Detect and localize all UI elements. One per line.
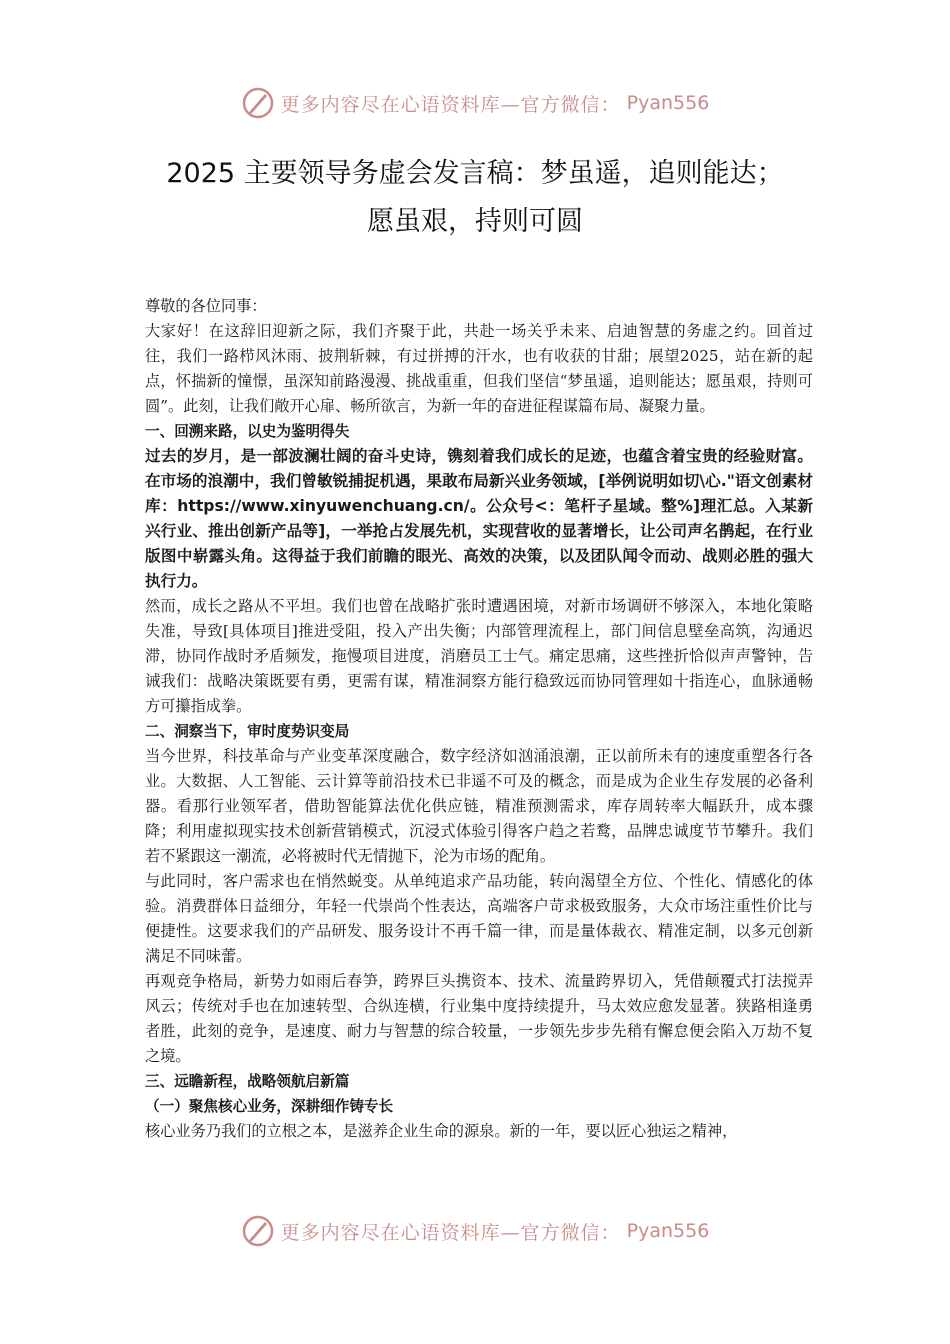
title-line-1: 2025 主要领导务虚会发言稿：梦虽遥，追则能达； xyxy=(166,158,784,189)
document-body xyxy=(145,294,813,1144)
intro-paragraph: 大家好！在这辞旧迎新之际，我们齐聚于此，共赴一场关乎未来、启迪智慧的务虚之约。回首过往，我们一路栉风沐雨、披荆斩棘，有过拼搏的汗水，也有收获的甘甜；展望2025，站在新的起点，怀揣新的憧憬，虽深知前路漫漫、挑战重重，但我们坚信“梦虽遥，追则能达；愿虽艰，持则可圆”。此刻，让我们敞开心扉、畅所欲言，为新一年的奋进征程谋篇布局、凝聚力量。 xyxy=(145,322,813,415)
section-2-paragraph-3: 再观竞争格局，新势力如雨后春笋，跨界巨头携资本、技术、流量跨界切入，凭借颠覆式打法搅弄风云；传统对手也在加速转型、合纵连横，行业集中度持续提升，马太效应愈发显著。狭路相逢勇者胜，此刻的竞争，是速度、耐力与智慧的综合较量，一步领先步步先稍有懈怠便会陷入万劫不复之境。 xyxy=(145,972,813,1065)
header-banner xyxy=(0,86,950,120)
title-line-2: 愿虽艰，持则可圆 xyxy=(367,206,583,237)
quill-logo-icon xyxy=(241,1214,275,1248)
section-2-paragraph-1: 当今世界，科技革命与产业变革深度融合，数字经济如汹涌浪潮，正以前所未有的速度重塑各行各业。大数据、人工智能、云计算等前沿技术已非遥不可及的概念，而是成为企业生存发展的必备利器。看那行业领军者，借助智能算法优化供应链，精准预测需求，库存周转率大幅跃升，成本骤降；利用虚拟现实技术创新营销模式，沉浸式体验引得客户趋之若鹜，品牌忠诚度节节攀升。我们若不紧跟这一潮流，必将被时代无情抛下，沦为市场的配角。 xyxy=(145,747,813,865)
section-1-heading: 一、回溯来路，以史为鉴明得失 xyxy=(145,423,350,440)
section-1-paragraph-2: 然而，成长之路从不平坦。我们也曾在战略扩张时遭遇困境，对新市场调研不够深入，本地化策略失准，导致[具体项目]推进受阻，投入产出失衡；内部管理流程上，部门间信息壁垒高筑，沟通迟滞，协同作战时矛盾频发，拖慢项目进度，消磨员工士气。痛定思痛，这些挫折恰似声声警钟，告诫我们：战略决策既要有勇，更需有谋，精准洞察方能行稳致远而协同管理如十指连心，血脉通畅方可攥指成拳。 xyxy=(145,597,813,715)
banner-text: 更多内容尽在心语资料库—官方微信： xyxy=(280,93,621,116)
section-3-heading: 三、远瞻新程，战略领航启新篇 xyxy=(145,1073,350,1090)
quill-logo-icon xyxy=(241,86,275,120)
section-3-subheading-1: （一）聚焦核心业务，深耕细作铸专长 xyxy=(145,1098,394,1115)
document-title xyxy=(100,150,850,246)
greeting: 尊敬的各位同事： xyxy=(145,297,267,315)
banner-wechat-id: Pyan556 xyxy=(626,1220,710,1242)
banner-wechat-id: Pyan556 xyxy=(626,92,710,114)
footer-banner xyxy=(0,1214,950,1248)
section-1-paragraph-1: 过去的岁月，是一部波澜壮阔的奋斗史诗，镌刻着我们成长的足迹，也蕴含着宝贵的经验财富。在市场的浪潮中，我们曾敏锐捕捉机遇，果敢布局新兴业务领域，[举例说明如切\心."语文创素材库：https://www.xinyuwenchuang.cn/。公众号<：笔杆子星域。整%]理汇总。入某新兴行业、推出创新产品等]，一举抢占发展先机，实现营收的显著增长，让公司声名鹊起，在行业版图中崭露头角。这得益于我们前瞻的眼光、高效的决策，以及团队闻令而动、战则必胜的强大执行力。 xyxy=(145,447,813,590)
section-3-paragraph-1: 核心业务乃我们的立根之本，是滋养企业生命的源泉。新的一年，要以匠心独运之精神， xyxy=(145,1122,738,1140)
banner-text: 更多内容尽在心语资料库—官方微信： xyxy=(280,1221,621,1244)
section-2-heading: 二、洞察当下，审时度势识变局 xyxy=(145,723,350,740)
section-2-paragraph-2: 与此同时，客户需求也在悄然蜕变。从单纯追求产品功能，转向渴望全方位、个性化、情感化的体验。消费群体日益细分，年轻一代崇尚个性表达，高端客户苛求极致服务，大众市场注重性价比与便捷性。这要求我们的产品研发、服务设计不再千篇一律，而是量体裁衣、精准定制，以多元创新满足不同味蕾。 xyxy=(145,872,813,965)
